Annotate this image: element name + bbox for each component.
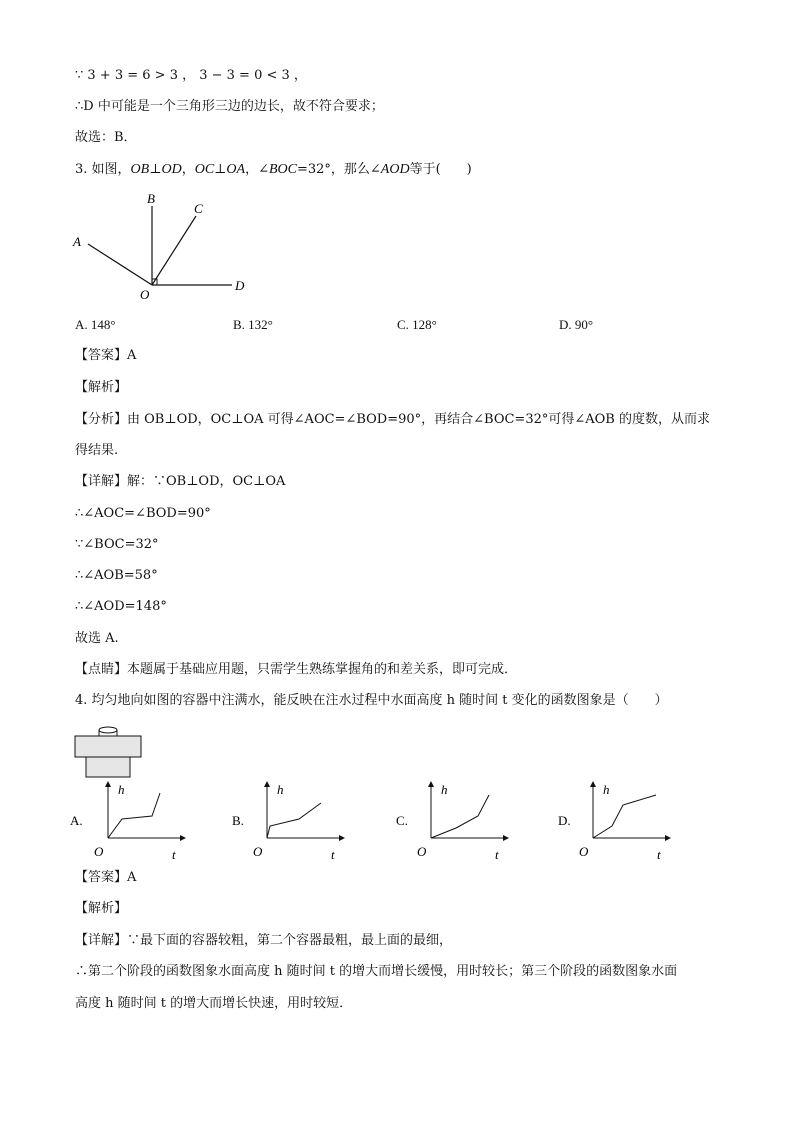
svg-text:t: t — [331, 847, 335, 862]
option-a: A. 148° — [75, 317, 116, 332]
question-4: 4. 均匀地向如图的容器中注满水，能反映在注水过程中水面高度 h 随时间 t 变化的函数图象是（ ） — [75, 693, 668, 708]
graph-a — [68, 778, 193, 866]
answer-3: 【答案】A — [75, 348, 137, 363]
analysis-line-2: 得结果. — [75, 443, 119, 458]
svg-text:t: t — [495, 847, 499, 862]
container-figure — [72, 722, 144, 782]
analysis-line-1: 【分析】由 OB⊥OD，OC⊥OA 可得∠AOC=∠BOD=90°，再结合∠BOC=32°可得∠AOB 的度数，从而求 — [75, 412, 710, 427]
point-label-o: O — [140, 287, 150, 302]
option-c: C. 128° — [397, 317, 437, 332]
graph-a-curve — [108, 793, 160, 838]
text-line-2: ∴D 中可能是一个三角形三边的边长，故不符合要求； — [75, 99, 384, 114]
step-3: ∴∠AOB=58° — [75, 568, 158, 583]
text-line-1: ∵ 3 + 3 = 6 > 3 ， 3 − 3 = 0 < 3 ， — [75, 68, 307, 83]
svg-text:h: h — [441, 782, 448, 797]
point-label-c: C — [194, 201, 203, 216]
graph-b-curve — [267, 803, 321, 838]
ray-oa — [88, 244, 152, 285]
step-4: ∴∠AOD=148° — [75, 599, 167, 614]
choice-line: 故选 A. — [75, 631, 119, 646]
analysis-heading-4: 【解析】 — [75, 901, 128, 916]
graph-d-letter: D. — [558, 813, 571, 828]
analysis-heading-3: 【解析】 — [75, 380, 128, 395]
detail-4-line-1: 【详解】∵最下面的容器较粗，第二个容器最粗，最上面的最细， — [75, 933, 453, 948]
graph-c — [394, 778, 519, 866]
svg-text:h: h — [118, 782, 125, 797]
angle-figure — [60, 188, 260, 303]
graph-d-curve — [593, 795, 656, 838]
svg-text:t: t — [172, 847, 176, 862]
step-1: ∴∠AOC=∠BOD=90° — [75, 506, 211, 521]
svg-text:O: O — [417, 844, 427, 859]
option-d: D. 90° — [559, 317, 594, 332]
point-label-a: A — [73, 234, 81, 249]
comment-line: 【点睛】本题属于基础应用题，只需学生熟练掌握角的和差关系，即可完成． — [75, 662, 518, 677]
question-3: 3. 如图，OB⊥OD，OC⊥OA，∠BOC=32°，那么∠AOD等于( ) — [75, 162, 472, 177]
ray-oc — [152, 216, 196, 285]
detail-4-line-2: ∴第二个阶段的函数图象水面高度 h 随时间 t 的增大而增长缓慢，用时较长；第三个阶段的函数图象水面 — [75, 964, 678, 979]
svg-text:O: O — [253, 844, 263, 859]
option-b: B. 132° — [233, 317, 273, 332]
point-label-d: D — [235, 278, 245, 293]
svg-text:h: h — [277, 782, 284, 797]
svg-text:h: h — [603, 782, 610, 797]
detail-4-line-3: 高度 h 随时间 t 的增大而增长快速，用时较短． — [75, 996, 353, 1011]
point-label-b: B — [147, 191, 155, 206]
text-line-3: 故选：B． — [75, 130, 137, 145]
graph-c-letter: C. — [396, 813, 408, 828]
answer-4: 【答案】A — [75, 870, 137, 885]
graph-a-letter: A. — [70, 813, 83, 828]
graph-b — [230, 778, 355, 866]
svg-text:O: O — [94, 844, 104, 859]
svg-text:t: t — [657, 847, 661, 862]
svg-text:O: O — [579, 844, 589, 859]
step-2: ∵∠BOC=32° — [75, 537, 159, 552]
detail-heading-3: 【详解】解：∵OB⊥OD，OC⊥OA — [75, 474, 286, 489]
graph-c-curve — [431, 795, 489, 838]
graph-d — [556, 778, 681, 866]
graph-b-letter: B. — [232, 813, 244, 828]
